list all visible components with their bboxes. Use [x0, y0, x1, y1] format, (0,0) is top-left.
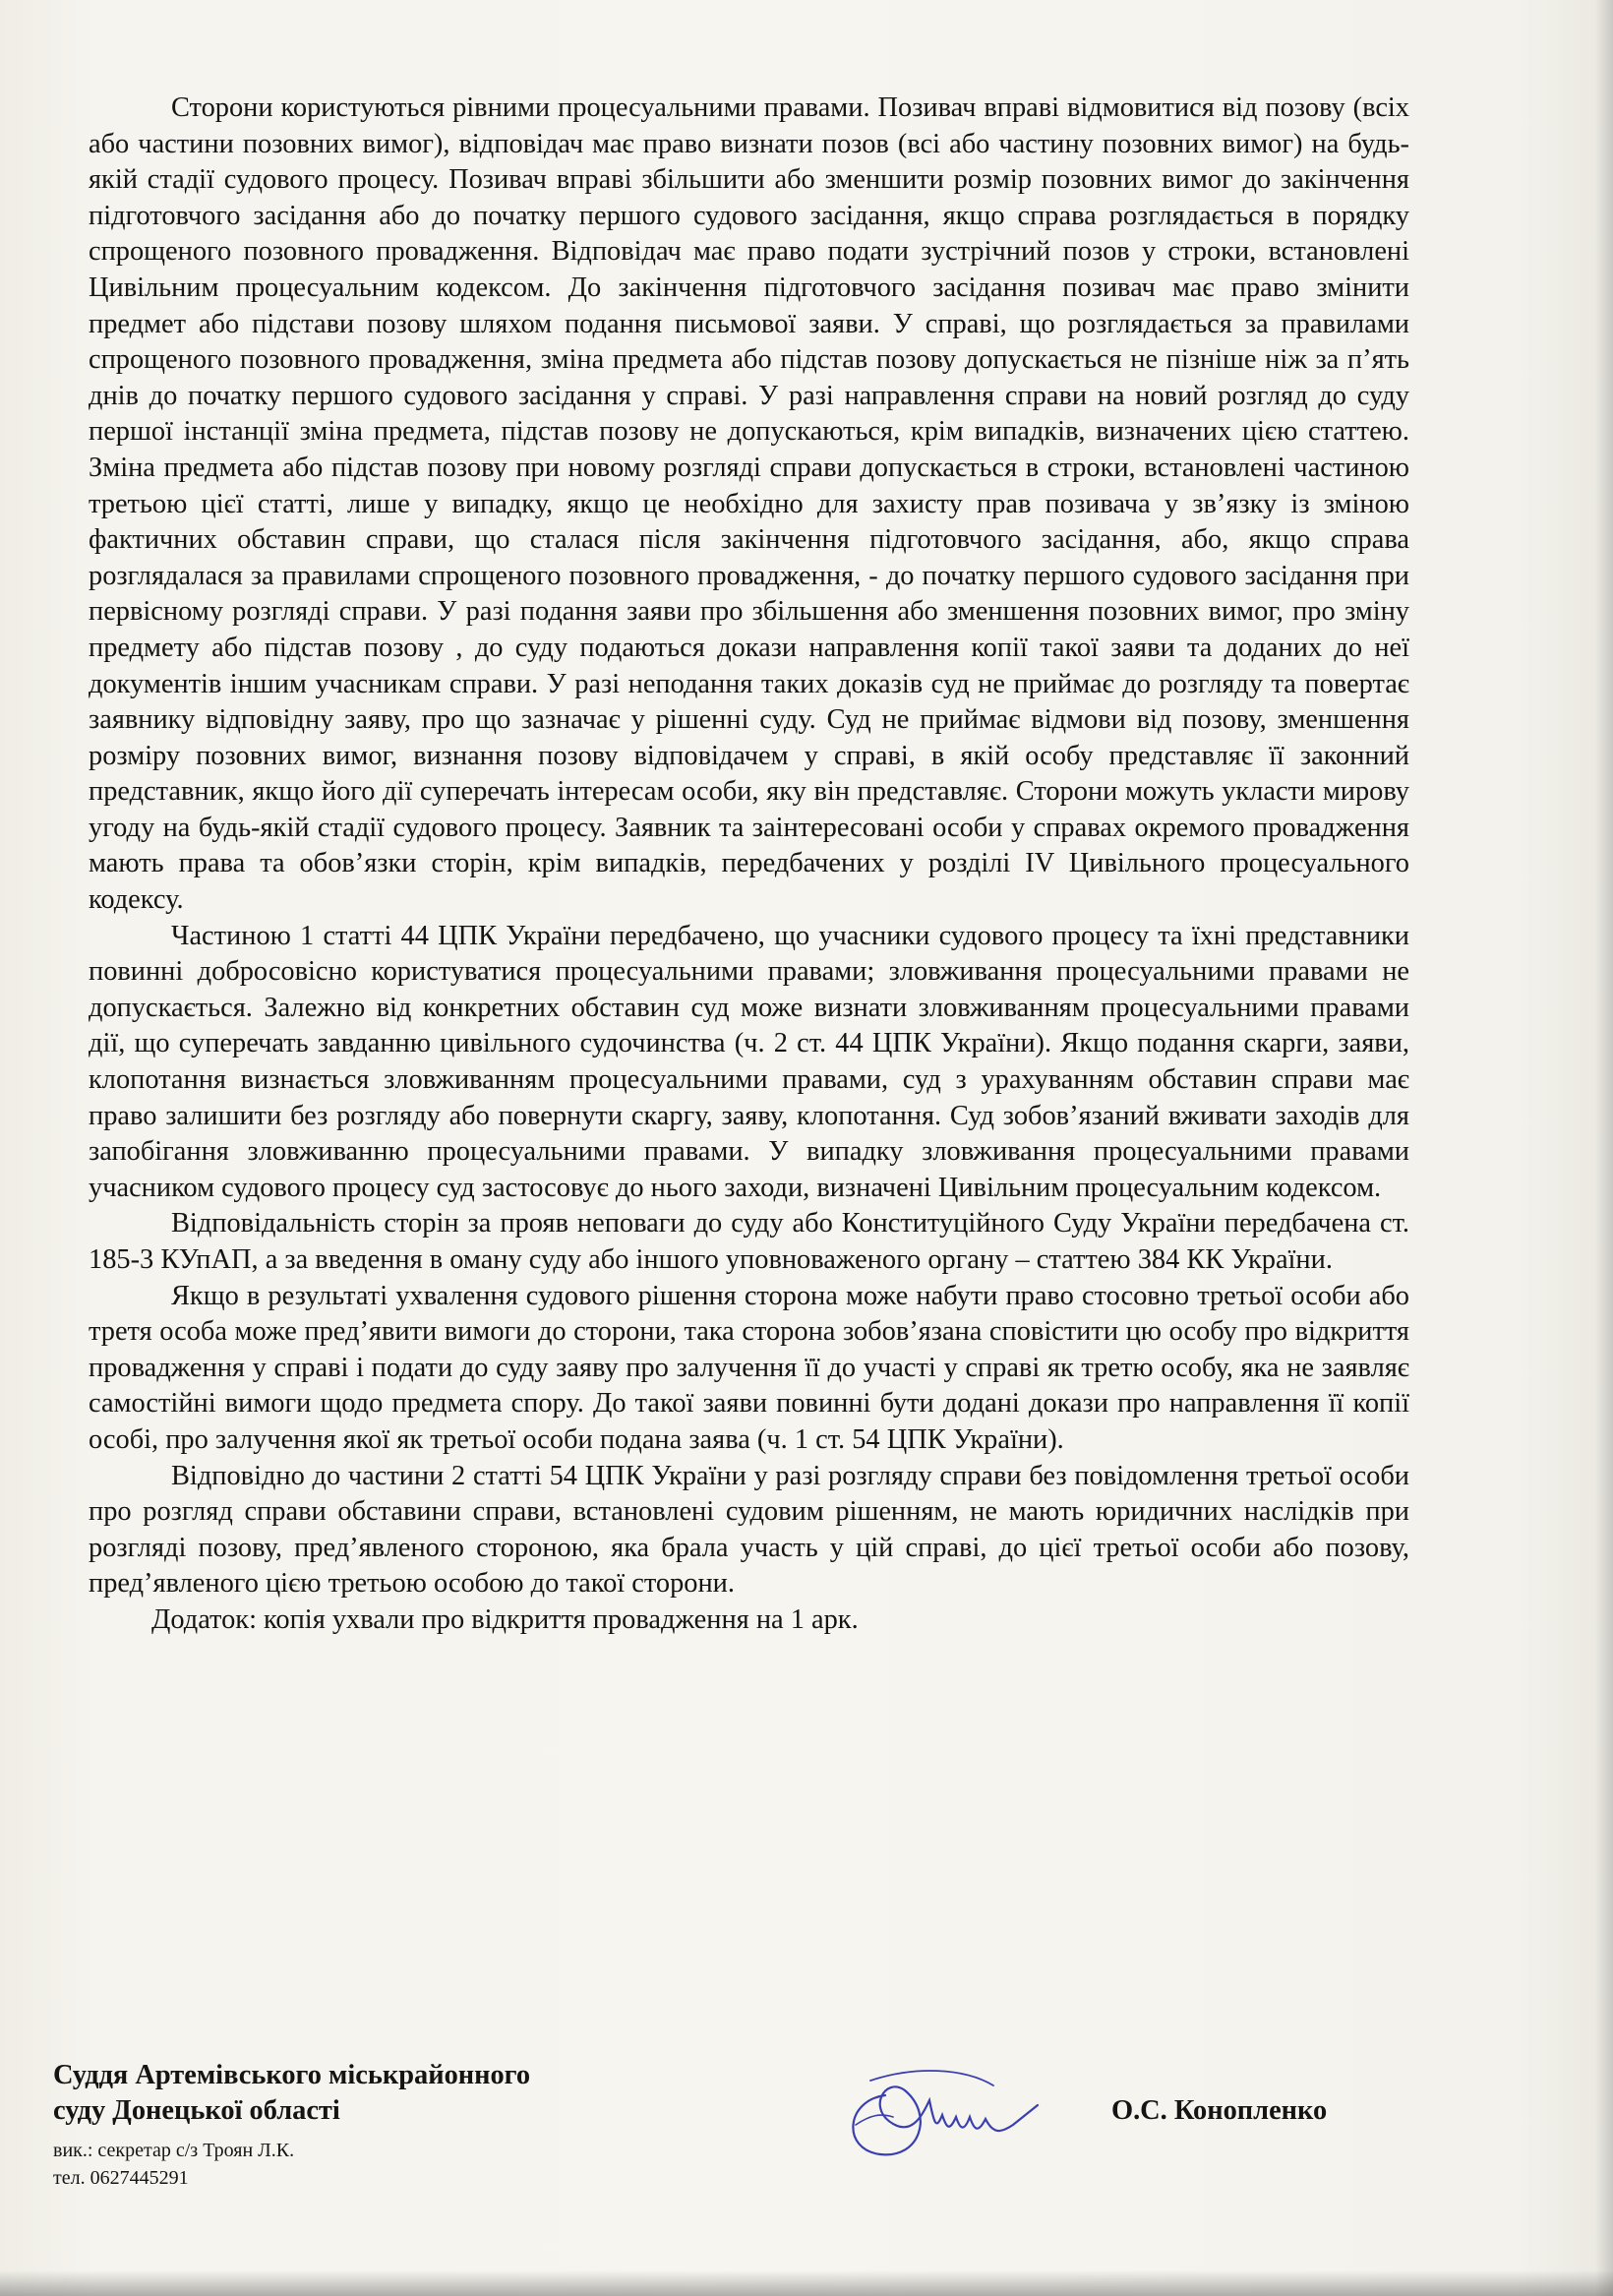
- paragraph-third-party-consequences: Відповідно до частини 2 статті 54 ЦПК України у разі розгляду справи без повідомлення третьої особи про розгляд справи обставини справи, встановлені судовим рішенням, не мають юридичних наслідків при розгляді позову, пред’явленого стороною, яка брала участь у цій справі, до цієї третьої особи або позову, пред’явленого цією третьою особою до такої сторони.: [89, 1460, 1409, 1600]
- judge-title: [53, 2058, 530, 2129]
- judge-title-line1: Суддя Артемівського міськрайонного: [53, 2060, 531, 2090]
- scan-bottom-shadow: [0, 2270, 1613, 2296]
- document-body: [89, 91, 1409, 1639]
- paragraph-procedural-rights: Сторони користуються рівними процесуальними правами. Позивач вправі відмовитися від позову (всіх або частини позовних вимог), відповідач має право визнати позов (всі або частину позовних вимог) на будь-якій стадії судового процесу. Позивач вправі збільшити або зменшити розмір позовних вимог до закінчення підготовчого засідання або до початку першого судового засідання, якщо справа розглядається в порядку спрощеного позовного провадження. Відповідач має право подати зустрічний позов у строки, встановлені Цивільним процесуальним кодексом. До закінчення підготовчого засідання позивач має право змінити предмет або підстави позову шляхом подання письмової заяви. У справі, що розглядається за правилами спрощеного позовного провадження, зміна предмета або підстав позову допускається не пізніше ніж за п’ять днів до початку першого судового засідання у справі. У разі направлення справи на новий розгляд до суду першої інстанції зміна предмета, підстав позову не допускаються, крім випадків, визначених цією статтею. Зміна предмета або підстав позову при новому розгляді справи допускається в строки, встановлені частиною третьою цієї статті, лише у випадку, якщо це необхідно для захисту прав позивача у зв’язку із зміною фактичних обставин справи, що сталася після закінчення підготовчого засідання, або, якщо справа розглядалася за правилами спрощеного позовного провадження, - до початку першого судового засідання при первісному розгляді справи. У разі подання заяви про збільшення або зменшення позовних вимог, про зміну предмету або підстав позову , до суду подаються докази направлення копії такої заяви та доданих до неї документів іншим учасникам справи. У разі неподання таких доказів суд не приймає до розгляду та повертає заявнику відповідну заяву, про що зазначає у рішенні суду. Суд не приймає відмови від позову, зменшення розміру позовних вимог, визнання позову відповідачем у справі, в якій особу представляє її законний представник, якщо його дії суперечать інтересам особи, яку він представляє. Сторони можуть укласти мирову угоду на будь-якій стадії судового процесу. Заявник та заінтересовані особи у справах окремого провадження мають права та обов’язки сторін, крім випадків, передбачених у розділі IV Цивільного процесуального кодексу.: [89, 92, 1409, 916]
- judge-title-line2: суду Донецької області: [53, 2095, 340, 2126]
- paragraph-liability: Відповідальність сторін за прояв неповаги до суду або Конституційного Суду України передбачена ст. 185-3 КУпАП, а за введення в оману суду або іншого уповноваженого органу – статтею 384 КК України.: [89, 1208, 1409, 1275]
- executor-info: [53, 2137, 294, 2192]
- paragraph-third-party-notice: Якщо в результаті ухвалення судового рішення сторона може набути право стосовно третьої особи або третя особа може пред’явити вимоги до сторони, така сторона зобов’язана сповістити цю особу про відкриття провадження у справі і подати до суду заяву про залучення її до участі у справі як третю особу, яка не заявляє самостійні вимоги щодо предмета спору. До такої заяви повинні бути додані докази про направлення її копії особі, про залучення якої як третьої особи подана заява (ч. 1 ст. 54 ЦПК України).: [89, 1280, 1409, 1455]
- paragraph-abuse-of-rights: Частиною 1 статті 44 ЦПК України передбачено, що учасники судового процесу та їхні представники повинні добросовісно користуватися процесуальними правами; зловживання процесуальними правами не допускається. Залежно від конкретних обставин суд може визнати зловживанням процесуальними правами дії, що суперечать завданню цивільного судочинства (ч. 2 ст. 44 ЦПК України). Якщо подання скарги, заяви, клопотання визнається зловживанням процесуальними правами, суд з урахуванням обставин справи має право залишити без розгляду або повернути скаргу, заяву, клопотання. Суд зобов’язаний вживати заходів для запобігання зловживанню процесуальними правами. У випадку зловживання процесуальними правами учасником судового процесу суд застосовує до нього заходи, визначені Цивільним процесуальним кодексом.: [89, 920, 1409, 1203]
- judge-name: О.С. Конопленко: [1111, 2095, 1328, 2126]
- attachment-note: Додаток: копія ухвали про відкриття провадження на 1 арк.: [151, 1603, 859, 1635]
- scan-edge-shadow: [1595, 0, 1613, 2296]
- executor-phone: тел. 0627445291: [53, 2167, 189, 2189]
- handwritten-signature: [826, 2056, 1082, 2164]
- executor-line: вик.: секретар с/з Троян Л.К.: [53, 2140, 295, 2161]
